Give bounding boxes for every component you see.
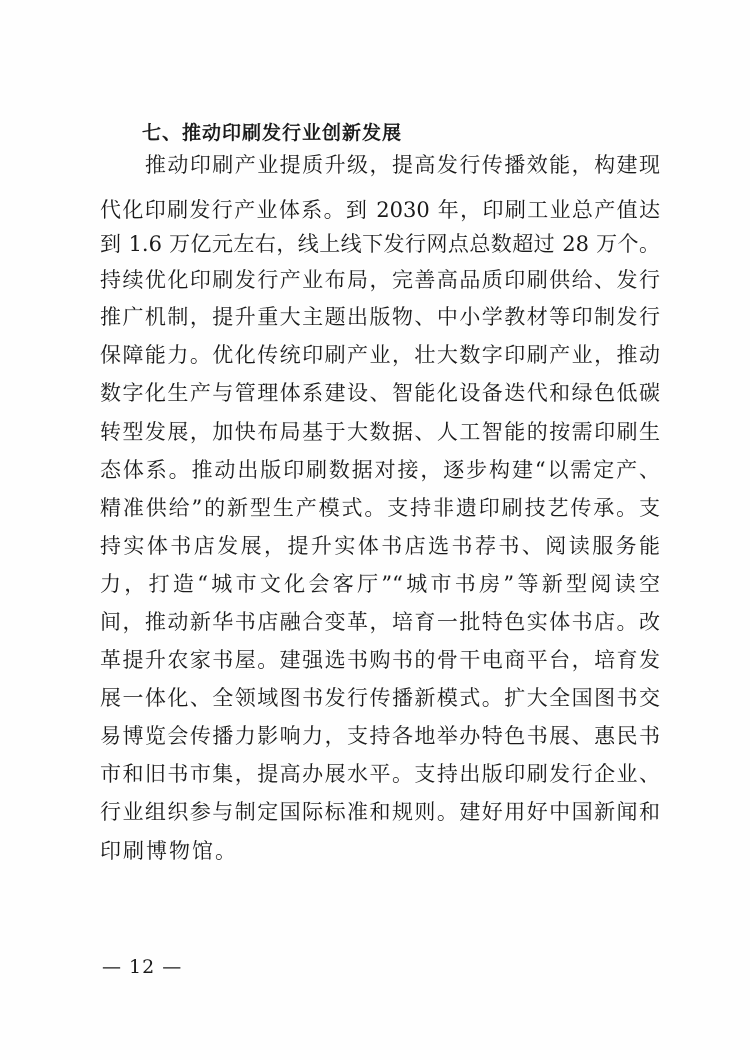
- paragraph-line: 推广机制，提升重大主题出版物、中小学教材等印制发行: [100, 305, 660, 329]
- paragraph-line: 力，打造“城市文化会客厅”“城市书房”等新型阅读空: [100, 572, 660, 596]
- paragraph-line: 印刷博物馆。: [100, 839, 238, 863]
- paragraph-line: 推动印刷产业提质升级，提高发行传播效能，构建现: [100, 153, 660, 177]
- paragraph-line: 代化印刷发行产业体系。到 2030 年，印刷工业总产值达: [100, 198, 660, 222]
- page-number: — 12 —: [102, 956, 183, 978]
- paragraph-line: 转型发展，加快布局基于大数据、人工智能的按需印刷生: [100, 420, 660, 444]
- paragraph-line: 态体系。推动出版印刷数据对接，逐步构建“以需定产、: [100, 458, 660, 482]
- paragraph-line: 持实体书店发展，提升实体书店选书荐书、阅读服务能: [100, 534, 660, 558]
- paragraph-line: 易博览会传播力影响力，支持各地举办特色书展、惠民书: [100, 724, 660, 748]
- paragraph-line: 到 1.6 万亿元左右，线上线下发行网点总数超过 28 万个。: [100, 232, 660, 256]
- paragraph-line: 持续优化印刷发行产业布局，完善高品质印刷供给、发行: [100, 268, 660, 292]
- paragraph-line: 数字化生产与管理体系建设、智能化设备迭代和绿色低碳: [100, 381, 660, 405]
- paragraph-line: 行业组织参与制定国际标准和规则。建好用好中国新闻和: [100, 800, 660, 824]
- section-heading: 七、推动印刷发行业创新发展: [142, 122, 403, 144]
- paragraph-line: 展一体化、全领域图书发行传播新模式。扩大全国图书交: [100, 686, 660, 710]
- paragraph-line: 革提升农家书屋。建强选书购书的骨干电商平台，培育发: [100, 648, 660, 672]
- paragraph-line: 精准供给”的新型生产模式。支持非遗印刷技艺传承。支: [100, 496, 660, 520]
- paragraph-line: 市和旧书市集，提高办展水平。支持出版印刷发行企业、: [100, 762, 660, 786]
- paragraph-line: 保障能力。优化传统印刷产业，壮大数字印刷产业，推动: [100, 343, 660, 367]
- paragraph-line: 间，推动新华书店融合变革，培育一批特色实体书店。改: [100, 610, 660, 634]
